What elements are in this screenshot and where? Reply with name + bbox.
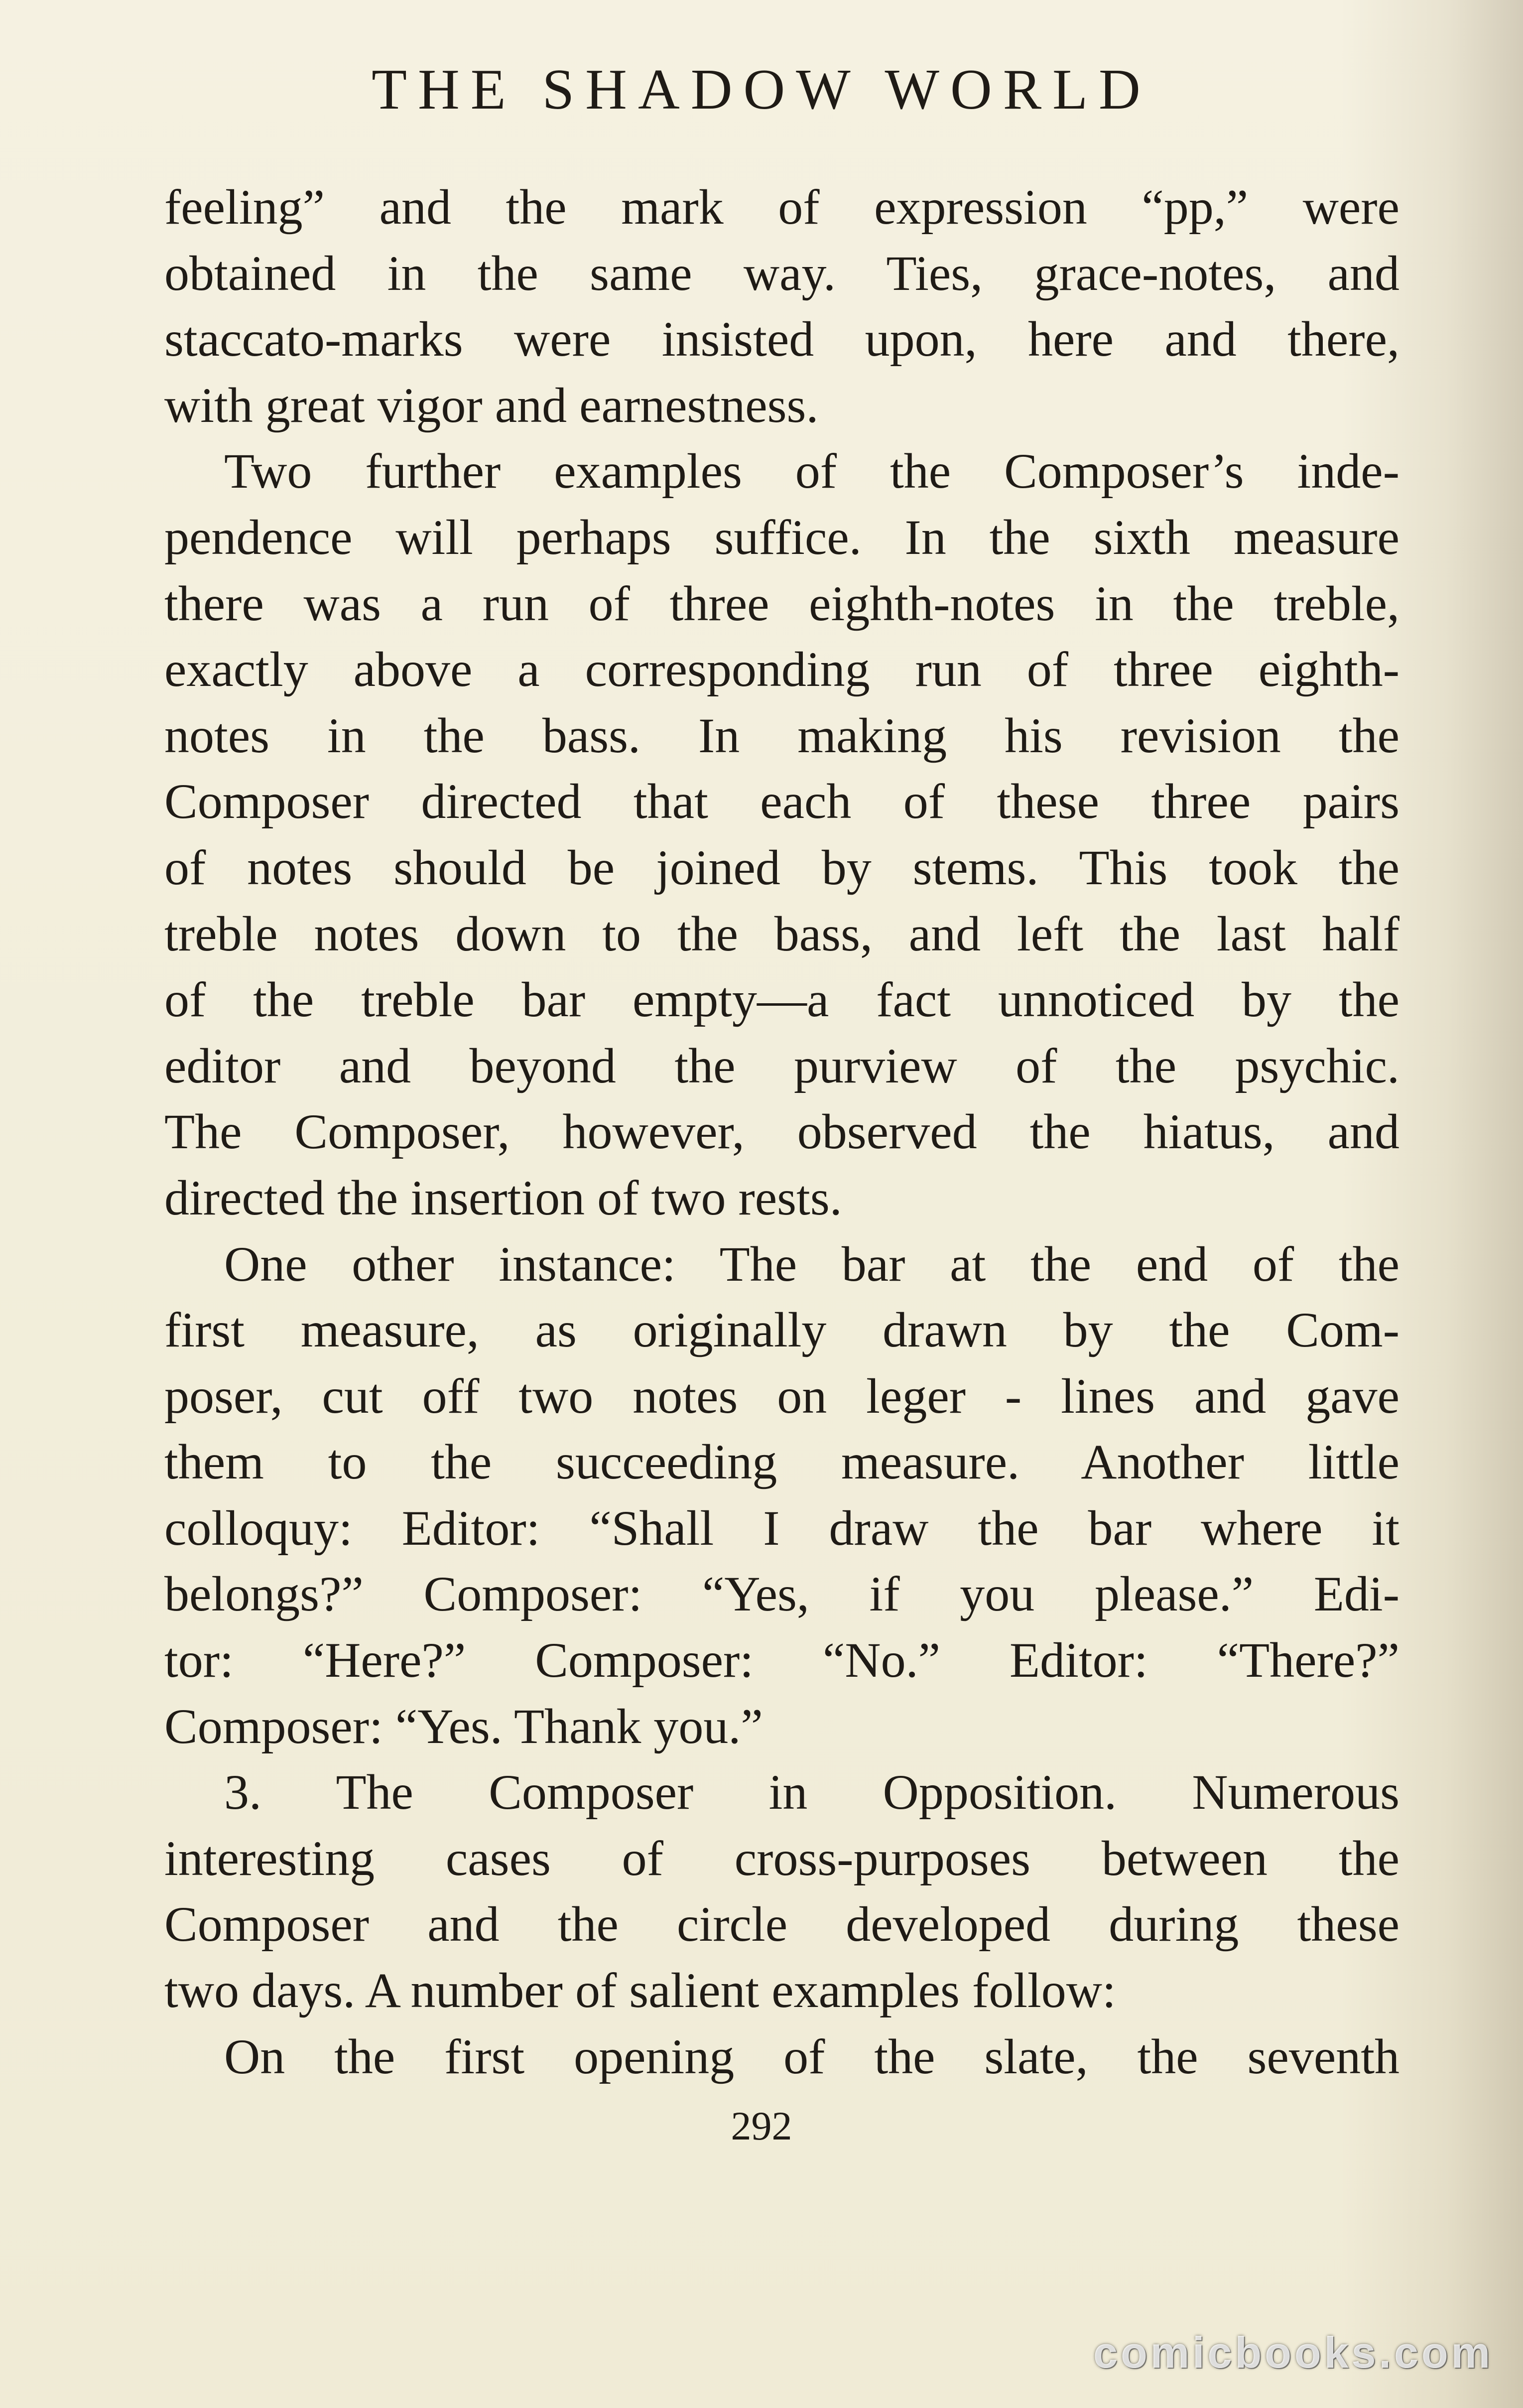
text-line: staccato-marks were insisted upon, here and there, xyxy=(164,311,1399,367)
running-header: THE SHADOW WORLD xyxy=(372,58,1151,122)
text-line: feeling” and the mark of expression “pp,” were xyxy=(164,179,1399,235)
paragraph-first-line: 3. The Composer in Opposition. Numerous xyxy=(224,1764,1399,1820)
watermark: comicbooks.com xyxy=(1093,2328,1493,2377)
text-line: editor and beyond the purview of the psychic. xyxy=(164,1038,1399,1093)
text-line: pendence will perhaps suffice. In the sixth measure xyxy=(164,509,1399,565)
text-line: The Composer, however, observed the hiatus, and xyxy=(164,1104,1399,1160)
text-line: poser, cut off two notes on leger - lines and gave xyxy=(164,1368,1399,1424)
text-line: Composer: “Yes. Thank you.” xyxy=(164,1698,763,1754)
text-line: treble notes down to the bass, and left the last half xyxy=(164,906,1399,961)
text-line: colloquy: Editor: “Shall I draw the bar where it xyxy=(164,1500,1399,1556)
page-number: 292 xyxy=(731,2103,792,2148)
paragraph-first-line: Two further examples of the Composer’s inde- xyxy=(224,443,1399,499)
text-line: of the treble bar empty—a fact unnoticed by the xyxy=(164,972,1399,1028)
text-line: first measure, as originally drawn by the Com- xyxy=(164,1302,1399,1358)
text-line: directed the insertion of two rests. xyxy=(164,1170,842,1225)
paragraph-first-line: On the first opening of the slate, the seventh xyxy=(224,2028,1399,2084)
paragraph-first-line: One other instance: The bar at the end of the xyxy=(224,1236,1399,1292)
text-line: exactly above a corresponding run of three eighth- xyxy=(164,642,1399,697)
text-line: notes in the bass. In making his revision the xyxy=(164,707,1399,763)
text-line: with great vigor and earnestness. xyxy=(164,377,819,433)
text-line: there was a run of three eighth-notes in the treble, xyxy=(164,575,1399,631)
text-line: belongs?” Composer: “Yes, if you please.” Edi- xyxy=(164,1566,1399,1622)
text-line: Composer directed that each of these three pairs xyxy=(164,774,1399,829)
text-line: two days. A number of salient examples follow: xyxy=(164,1963,1116,2018)
text-line: them to the succeeding measure. Another little xyxy=(164,1434,1399,1490)
text-line: obtained in the same way. Ties, grace-notes, and xyxy=(164,245,1399,301)
text-line: tor: “Here?” Composer: “No.” Editor: “There?” xyxy=(164,1632,1399,1688)
text-line: interesting cases of cross-purposes between the xyxy=(164,1830,1399,1886)
text-line: Composer and the circle developed during these xyxy=(164,1896,1399,1952)
text-line: of notes should be joined by stems. This took the xyxy=(164,839,1399,895)
body-text xyxy=(164,174,1399,2090)
